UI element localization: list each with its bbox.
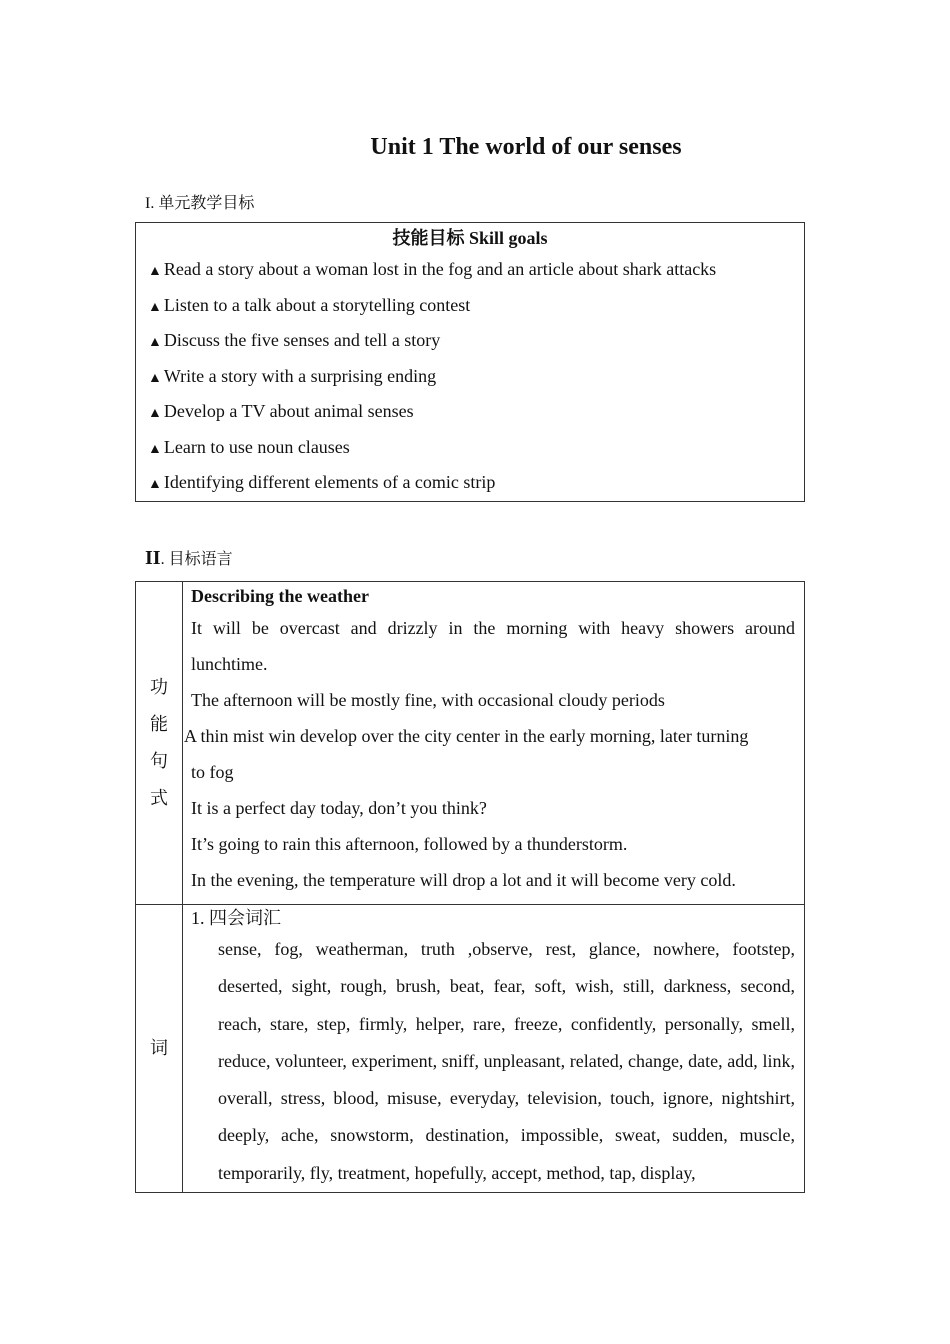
skill-goal-item: ▲ Read a story about a woman lost in the fog and an article about shark attacks bbox=[148, 259, 717, 280]
sentence-line: to fog bbox=[191, 762, 234, 782]
section-heading-language: II. 目标语言 bbox=[145, 547, 233, 569]
sentence-line: The afternoon will be mostly fine, with occasional cloudy periods bbox=[191, 690, 665, 710]
page-title: Unit 1 The world of our senses bbox=[370, 134, 682, 160]
functions-category: 功 能 句 式 bbox=[136, 582, 183, 905]
vocabulary-words: sense, fog, weatherman, truth ,observe, rest, glance, nowhere, footstep, deserted, sight, rough, brush, beat, fear, soft, wish, still, darkness, second, reach, stare, step, firmly, helper, rare, freeze, confidently, personally, smell, reduce, volunteer, experiment, sniff, unpleasant, related, change, date, add, link, overall, stress, blood, misuse, everyday, television, touch, ignore, nightshirt, deeply, ache, snowstorm, destination, impossible, sweat, sudden, muscle, temporarily, fly, treatment, hopefully, accept, method, tap, display, bbox=[218, 939, 795, 1183]
vocabulary-row bbox=[136, 905, 805, 1193]
sentence-line: It will be overcast and drizzly in the morning with heavy showers around bbox=[191, 618, 795, 638]
triangle-bullet-icon: ▲ bbox=[148, 264, 162, 280]
functions-row bbox=[136, 582, 805, 905]
sentence-line: In the evening, the temperature will drop a lot and it will become very cold. bbox=[191, 870, 736, 890]
vocabulary-heading: 1. 四会词汇 bbox=[191, 908, 281, 928]
skill-goal-item: ▲ Discuss the five senses and tell a story bbox=[148, 330, 441, 351]
functions-title: Describing the weather bbox=[191, 586, 369, 606]
triangle-bullet-icon: ▲ bbox=[148, 335, 162, 351]
target-language-table bbox=[135, 581, 805, 1193]
triangle-bullet-icon: ▲ bbox=[148, 477, 162, 493]
triangle-bullet-icon: ▲ bbox=[148, 441, 162, 457]
triangle-bullet-icon: ▲ bbox=[148, 406, 162, 422]
skill-goal-item: ▲ Learn to use noun clauses bbox=[148, 436, 350, 457]
skill-goals-header: 技能目标 Skill goals bbox=[392, 228, 548, 248]
sentence-line: lunchtime. bbox=[191, 654, 268, 674]
sentence-line: It’s going to rain this afternoon, followed by a thunderstorm. bbox=[191, 834, 628, 854]
sentence-line: A thin mist win develop over the city center in the early morning, later turning bbox=[184, 726, 749, 746]
skill-goal-item: ▲ Develop a TV about animal senses bbox=[148, 401, 414, 422]
skill-goal-item: ▲ Listen to a talk about a storytelling contest bbox=[148, 294, 471, 315]
triangle-bullet-icon: ▲ bbox=[148, 370, 162, 386]
vocabulary-category: 词 bbox=[136, 905, 183, 1193]
section-heading-goals: I. 单元教学目标 bbox=[145, 195, 255, 212]
skill-goal-item: ▲ Write a story with a surprising ending bbox=[148, 365, 437, 386]
skill-goals-table bbox=[135, 222, 805, 502]
sentence-line: It is a perfect day today, don’t you think? bbox=[191, 798, 487, 818]
vocabulary-content bbox=[183, 905, 805, 1193]
functions-content bbox=[183, 582, 805, 905]
triangle-bullet-icon: ▲ bbox=[148, 299, 162, 315]
skill-goal-item: ▲ Identifying different elements of a comic strip bbox=[148, 472, 496, 493]
